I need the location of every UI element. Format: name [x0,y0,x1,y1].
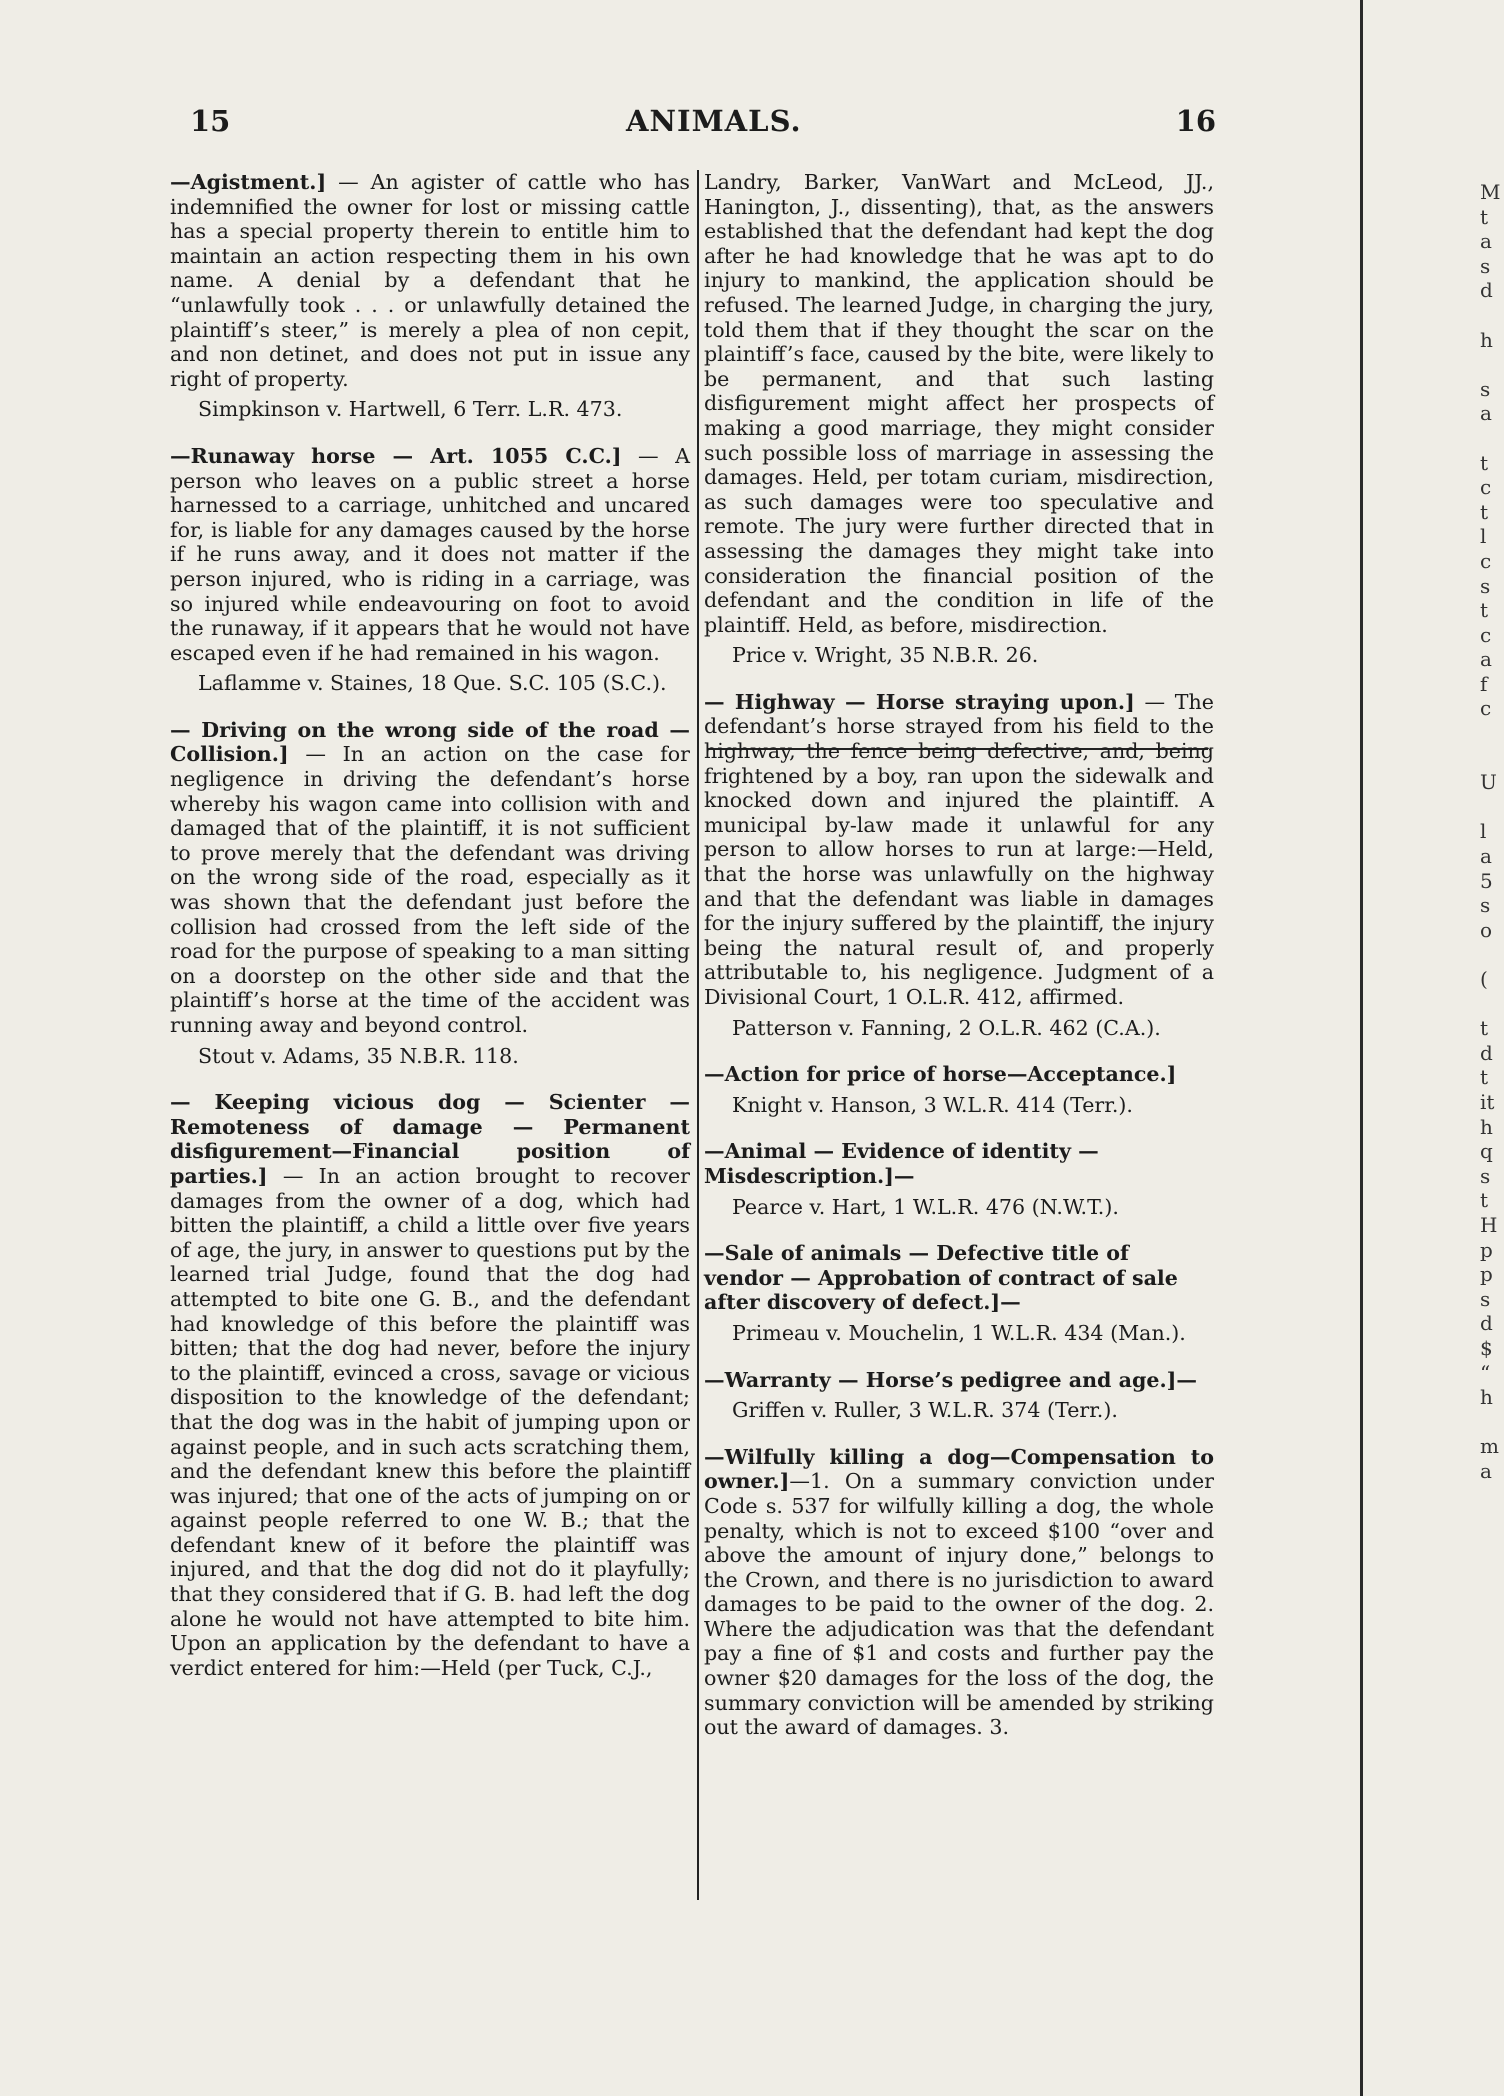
edge-letter: d [1480,278,1493,303]
edge-letter: H [1480,1212,1498,1237]
entry-body: — The defendant’s horse strayed from his field to the highway, the fence being defective, and, being frightened by a boy, ran upon the sidewalk and knocked down and injured the plaintiff. A municipal by-law made it unlawful for any person to allow horses to run at large:—Held, that the horse was unlawfully on the highway and that the defendant was liable in damages for the injury suffered by the plaintiff, the injury being the natural result of, and properly attributable to, his negligence. Judgment of a Divisional Court, 1 O.L.R. 412, affirmed. [704,689,1214,1009]
edge-letter: c [1480,475,1492,500]
edge-letter: l [1480,524,1487,549]
page-number-left: 15 [190,104,231,138]
case-citation: Price v. Wright, 35 N.B.R. 26. [732,643,1039,668]
edge-letter: a [1480,229,1492,254]
entry-body: — An agister of cattle who has indemnified the owner for lost or missing cattle has a special property therein to entitle him to maintain an action respecting them in his own name. A denial by a defendant that he “unlawfully took . . . or unlawfully detained the plaintiff’s steer,” is merely a plea of non cepit, and non detinet, and does not put in issue any right of property. [170,170,690,391]
edge-letter: t [1480,1065,1489,1090]
edge-letter: t [1480,1016,1489,1041]
case-citation: Laflamme v. Staines, 18 Que. S.C. 105 (S.C.). [198,671,667,696]
edge-letter: s [1480,1163,1491,1188]
edge-letter: l [1480,819,1487,844]
entry-text [170,1090,690,1680]
entry-heading: —Warranty — Horse’s pedigree and age.]— [704,1367,1197,1392]
entry-warranty [704,1368,1214,1423]
edge-letter: “ [1480,1360,1491,1385]
edge-letter [1480,303,1504,328]
case-citation: Pearce v. Hart, 1 W.L.R. 476 (N.W.T.). [732,1194,1119,1219]
right-column [704,170,1214,1762]
edge-letter: a [1480,401,1492,426]
edge-letter: a [1480,844,1492,869]
entry-body: — In an action on the case for negligence in driving the defendant’s horse whereby his wagon came into collision with and damaged that of the plaintiff, it is not sufficient to prove merely that the defendant was driving on the wrong side of the road, especially as it was shown that the defendant just before the collision had crossed from the left side of the road for the purpose of speaking to a man sitting on a doorstep on the other side and that the plaintiff’s horse at the time of the accident was running away and beyond control. [170,742,690,1037]
entry-agistment [170,170,690,422]
entry-heading: —Animal — Evidence of identity — Misdescription.]— [704,1139,1099,1188]
entry-runaway-horse [170,444,690,696]
case-citation: Griffen v. Ruller, 3 W.L.R. 374 (Terr.). [732,1398,1118,1423]
edge-letter: h [1480,1385,1493,1410]
entry-body: — A person who leaves on a public street a horse harnessed to a carriage, unhitched and uncared for, is liable for any damages caused by the horse if he runs away, and it does not matter if the person injured, who is riding in a carriage, was so injured while endeavouring on foot to avoid the runaway, if it appears that he would not have escaped even if he had remained in his wagon. [170,443,690,665]
edge-letter: h [1480,327,1493,352]
entry-highway [704,690,1214,1040]
entry-text [170,444,690,665]
entry-body: — In an action brought to recover damages from the owner of a dog, which had bitten the plaintiff, a child a little over five years of age, the jury, in answer to questions put by the learned trial Judge, found that the dog had attempted to bite one G. B., and the defendant had knowledge of this before the plaintiff was bitten; that the dog had never, before the injury to the plaintiff, evinced a cross, savage or vicious disposition to the knowledge of the defendant; that the dog was in the habit of jumping upon or against people, and in such acts scratching them, and the defendant knew this before the plaintiff was injured; that one of the acts of jumping on or against people referred to one W. B.; that the defendant knew of it before the plaintiff was injured, and that the dog did not do it playfully; that they considered that if G. B. had left the dog alone he would not have attempted to bite him. Upon an application by the defendant to have a verdict entered for him:—Held (per Tuck, C.J., [170,1163,690,1680]
edge-letter: a [1480,1458,1492,1483]
entry-text [170,170,690,391]
entry-text [704,690,1214,1010]
edge-letter: ( [1480,967,1488,991]
edge-letter [1480,1410,1504,1435]
entry-heading: — Driving on the wrong side of the road — Collision.] [170,717,690,767]
edge-letter [1480,942,1504,967]
entry-identity [704,1139,1214,1219]
edge-letter [1480,352,1504,377]
entry-text [170,718,690,1038]
edge-letter: s [1480,573,1491,598]
edge-letter: M [1480,180,1501,204]
adjacent-page-fragment [1480,180,1504,1483]
edge-letter: it [1480,1089,1495,1114]
entry-wrong-side [170,718,690,1068]
entry-heading: —Agistment.] [170,170,327,194]
entry-vicious-dog [170,1090,690,1680]
edge-letter: h [1480,1114,1493,1139]
entry-heading: —Wilfully killing a dog—Compensation to owner.] [704,1444,1214,1494]
edge-letter [1480,426,1504,451]
edge-letter: t [1480,450,1489,475]
edge-letter [1480,746,1504,771]
entry-heading: — Keeping vicious dog — Scienter — Remoteness of damage — Permanent disfigurement—Financial position of parties.] [170,1090,690,1188]
case-citation: Patterson v. Fanning, 2 O.L.R. 462 (C.A.). [732,1015,1161,1040]
edge-letter: p [1480,1237,1493,1262]
edge-letter: c [1480,548,1492,573]
edge-letter [1480,721,1504,746]
entry-heading: —Runaway horse — Art. 1055 C.C.] [170,443,622,468]
entry-heading: —Sale of animals — Defective title of vendor — Approbation of contract of sale after discovery of defect.]— [704,1241,1178,1315]
edge-letter: o [1480,917,1493,942]
edge-letter: U [1480,770,1497,795]
entry-price-of-horse [704,1062,1214,1117]
edge-letter: m [1480,1434,1499,1459]
entry-body: Landry, Barker, VanWart and McLeod, JJ., Hanington, J., dissenting), that, as the answers established that the defendant had kept the dog after he had knowledge that he was apt to do injury to mankind, the application should be refused. The learned Judge, in charging the jury, told them that if they thought the scar on the plaintiff’s face, caused by the bite, were likely to be permanent, and that such lasting disfigurement might affect her prospects of making a good marriage, they might consider such possible loss of marriage in assessing the damages. Held, per totam curiam, misdirection, as such damages were too speculative and remote. The jury were further directed that in assessing the damages they might take into consideration the financial position of the defendant and the condition in life of the plaintiff. Held, as before, misdirection. [704,170,1214,637]
edge-letter: f [1480,671,1488,696]
edge-letter: t [1480,204,1489,229]
edge-letter: d [1480,1311,1493,1336]
entry-sale-of-animals [704,1241,1214,1345]
entry-heading: — Highway — Horse straying upon.] [704,689,1135,714]
edge-letter: q [1480,1139,1493,1164]
running-header [186,104,1216,144]
column-divider [697,170,699,1900]
edge-letter: $ [1480,1335,1493,1360]
entry-text [704,170,1214,637]
edge-letter: c [1480,696,1492,721]
entry-heading: —Action for price of horse—Acceptance.] [704,1062,1177,1087]
edge-letter: t [1480,499,1489,524]
case-citation: Knight v. Hanson, 3 W.L.R. 414 (Terr.). [732,1092,1133,1117]
edge-letter: d [1480,1040,1493,1065]
case-citation: Primeau v. Mouchelin, 1 W.L.R. 434 (Man.). [732,1320,1186,1345]
edge-letter: c [1480,622,1492,647]
case-citation: Simpkinson v. Hartwell, 6 Terr. L.R. 473. [198,397,623,422]
case-citation: Stout v. Adams, 35 N.B.R. 118. [198,1043,519,1068]
entry-killing-dog [704,1445,1214,1740]
entry-text [704,1445,1214,1740]
edge-letter: s [1480,1286,1491,1311]
edge-letter [1480,795,1504,820]
section-title: ANIMALS. [626,104,802,138]
edge-letter: s [1480,376,1491,401]
edge-letter: s [1480,893,1491,918]
page-number-right: 16 [1175,104,1216,138]
entry-body: —1. On a summary conviction under Code s. 537 for wilfully killing a dog, the whole penalty, which is not to exceed $100 “over and above the amount of injury done,” belongs to the Crown, and there is no jurisdiction to award damages to be paid to the owner of the dog. 2. Where the adjudication was that the defendant pay a fine of $1 and costs and further pay the owner $20 damages for the loss of the dog, the summary conviction will be amended by striking out the award of damages. 3. [704,1469,1214,1740]
edge-letter: p [1480,1262,1493,1287]
entry-dog-continued [704,170,1214,668]
left-column [170,170,690,1702]
edge-letter: t [1480,598,1489,623]
edge-letter: s [1480,253,1491,278]
edge-letter: 5 [1480,868,1493,893]
edge-letter: t [1480,1188,1489,1213]
edge-letter [1480,992,1504,1017]
edge-letter: a [1480,647,1492,672]
